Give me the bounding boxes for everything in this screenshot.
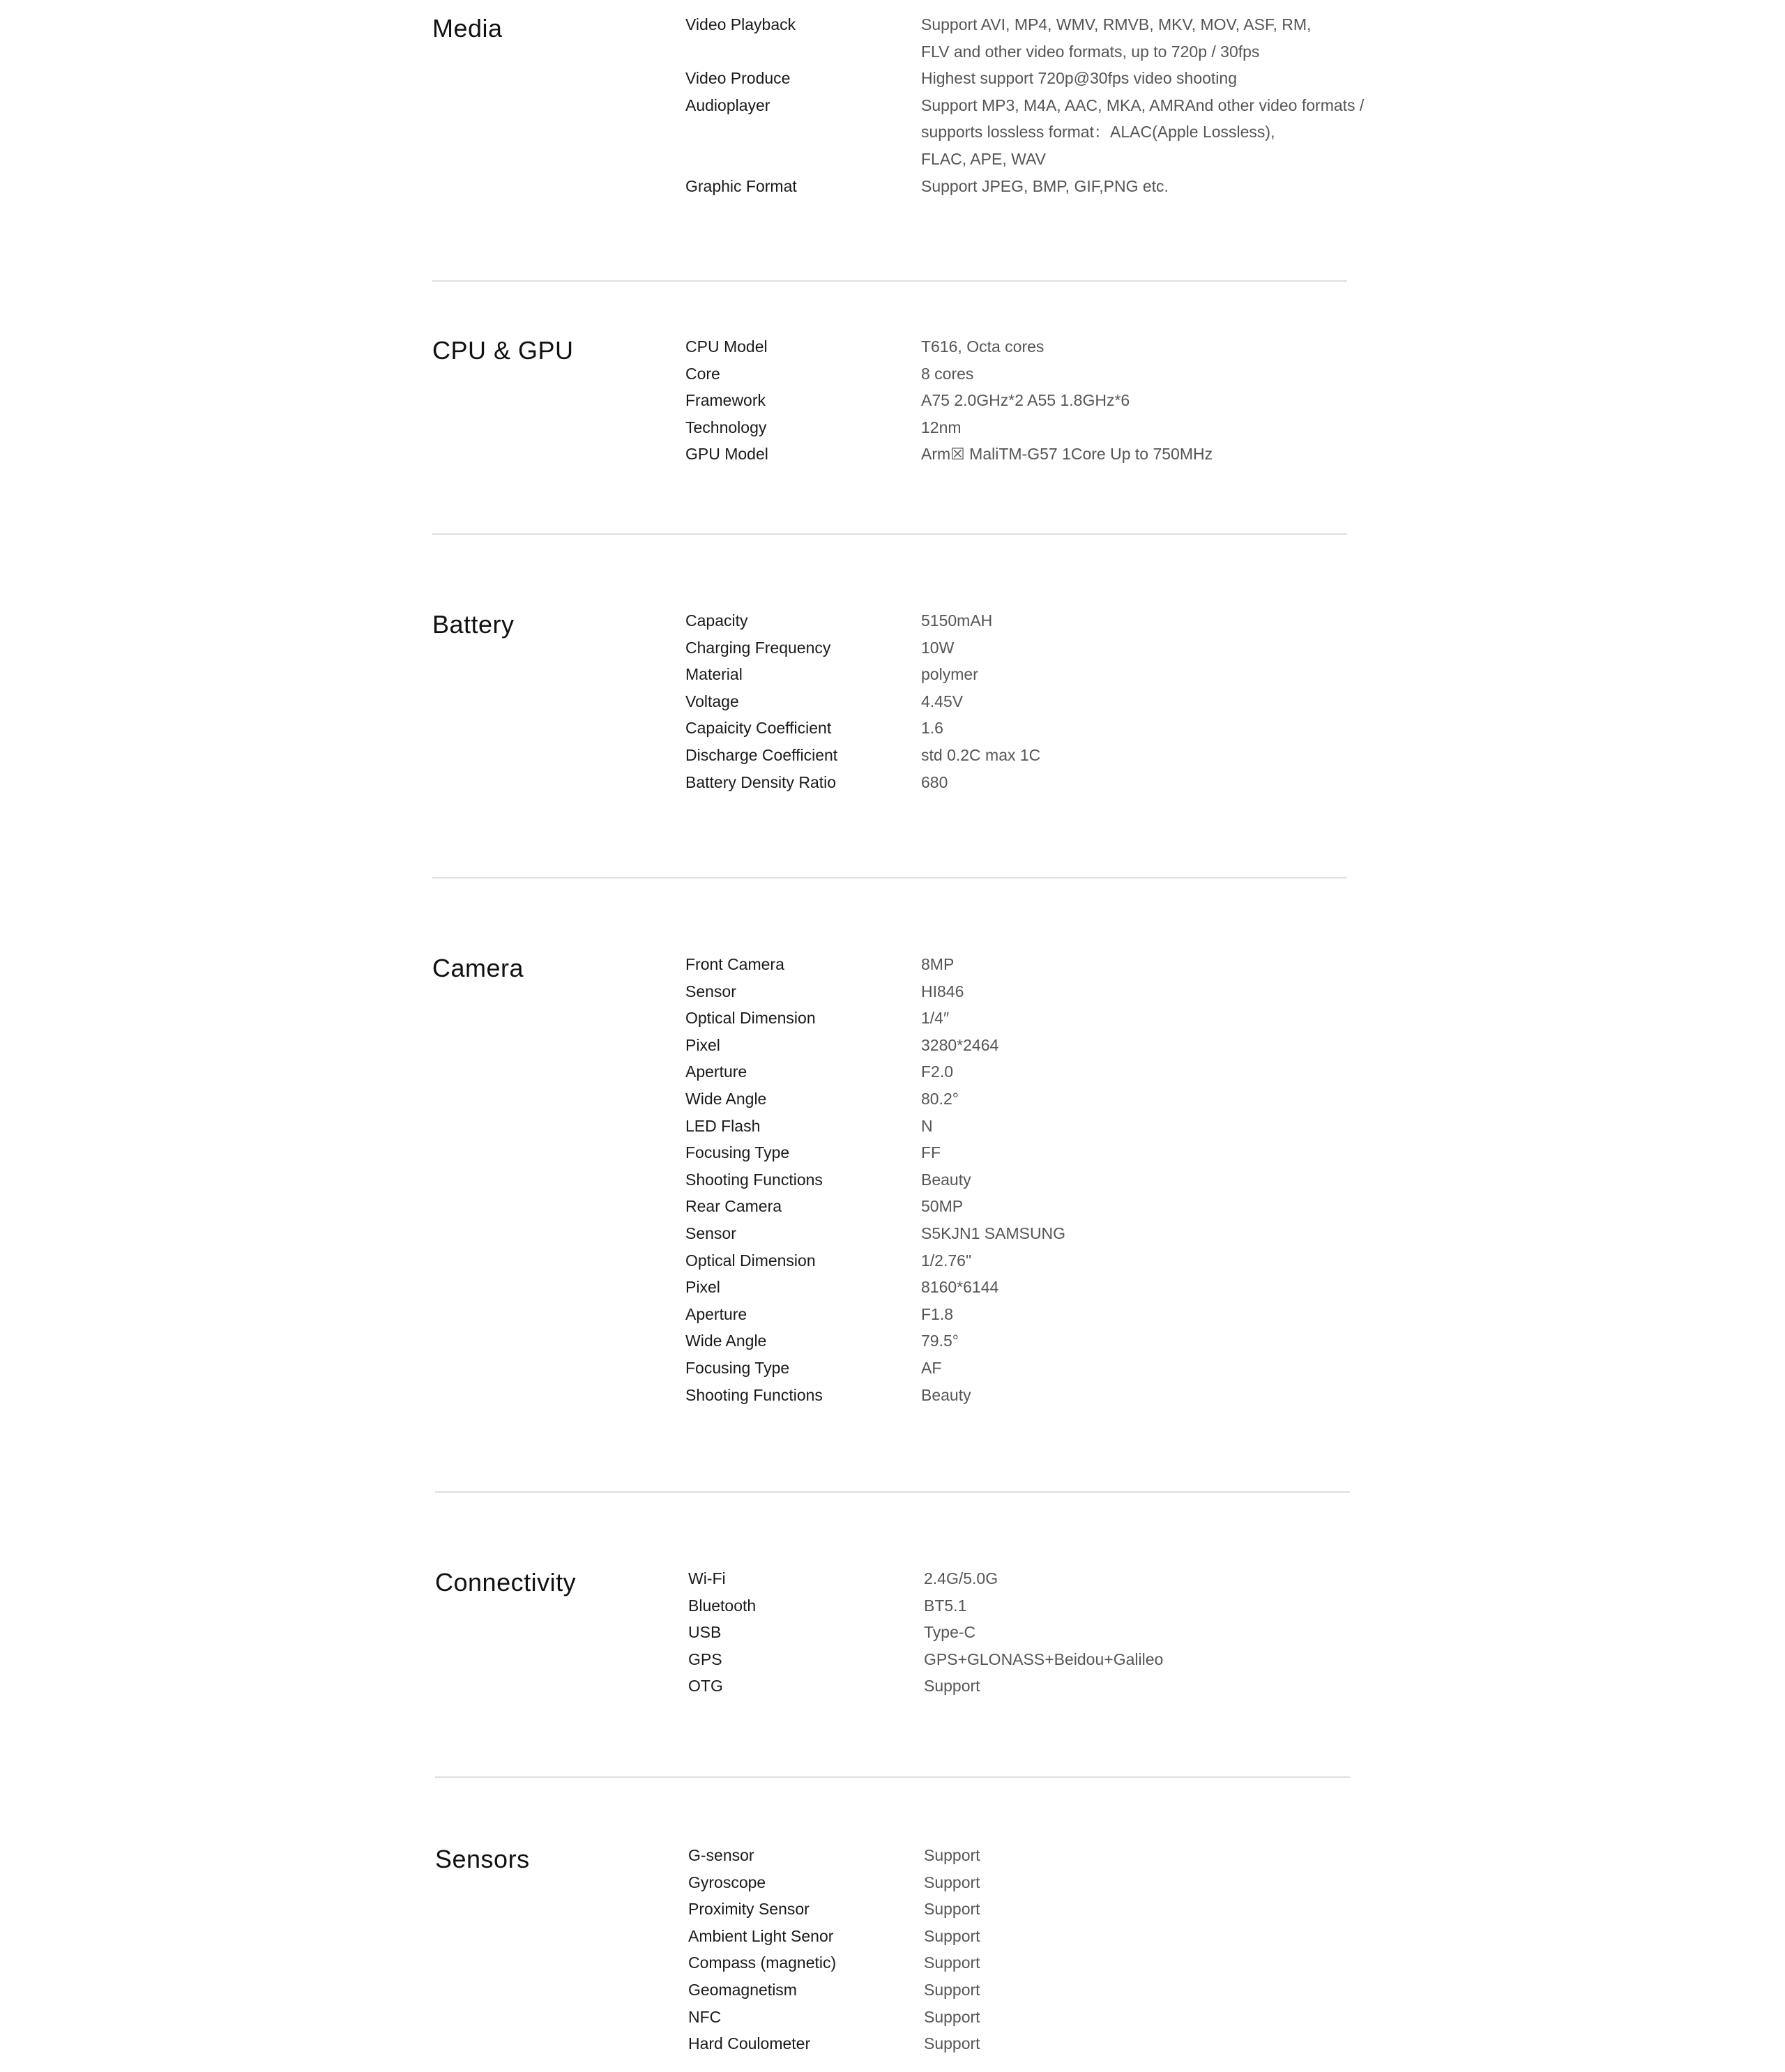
spec-value-line: Support	[924, 2007, 980, 2026]
spec-row	[685, 1301, 1411, 1328]
spec-value-line: 2.4G/5.0G	[924, 1569, 998, 1587]
spec-row	[685, 387, 1411, 414]
spec-value-line: 1/4″	[921, 1009, 950, 1028]
spec-row	[685, 1247, 1411, 1274]
spec-label: Proximity Sensor	[688, 1900, 810, 1919]
spec-label: Aperture	[685, 1062, 747, 1081]
spec-label: Video Playback	[685, 15, 796, 33]
spec-value	[921, 1247, 1411, 1274]
spec-value	[924, 1923, 1413, 1950]
spec-value-line: HI846	[921, 982, 964, 1000]
spec-list	[685, 951, 1411, 1408]
spec-row	[685, 441, 1411, 468]
spec-label: GPU Model	[685, 445, 768, 464]
spec-value-line: 3280*2464	[921, 1035, 999, 1054]
spec-label: Wide Angle	[685, 1332, 767, 1350]
spec-value	[921, 1113, 1411, 1140]
spec-label: Geomagnetism	[688, 1980, 797, 1999]
spec-row	[685, 715, 1411, 742]
spec-value	[921, 1301, 1411, 1328]
spec-value-line: F2.0	[921, 1062, 954, 1081]
spec-row	[688, 1869, 1413, 1896]
spec-value	[924, 1646, 1413, 1673]
spec-label: Charging Frequency	[685, 638, 831, 657]
spec-row	[688, 1976, 1413, 2004]
spec-value-line: Support AVI, MP4, WMV, RMVB, MKV, MOV, ASF, RM,	[921, 15, 1312, 33]
spec-row	[688, 2030, 1413, 2057]
spec-label: Voltage	[685, 692, 739, 710]
spec-value	[921, 1327, 1411, 1355]
spec-label: Capaicity Coefficient	[685, 719, 832, 738]
spec-value	[921, 1139, 1411, 1166]
spec-value-line: 12nm	[921, 418, 962, 436]
spec-value	[921, 1382, 1411, 1409]
spec-value-line: 1/2.76"	[921, 1251, 972, 1270]
spec-value-line: 5150mAH	[921, 611, 993, 630]
spec-label: Technology	[685, 418, 767, 436]
spec-value-line: Support	[924, 1873, 980, 1891]
spec-label: NFC	[688, 2007, 722, 2026]
spec-value-line: 50MP	[921, 1197, 964, 1216]
spec-label: Wide Angle	[685, 1089, 767, 1108]
spec-value-line: polymer	[921, 665, 978, 684]
spec-row	[688, 1923, 1413, 1950]
spec-row	[685, 1005, 1411, 1032]
spec-value-line: 4.45V	[921, 692, 964, 710]
spec-row	[685, 1327, 1411, 1355]
spec-row	[685, 92, 1411, 173]
spec-value-line: BT5.1	[924, 1596, 967, 1615]
spec-value	[924, 1896, 1413, 1923]
spec-value	[921, 11, 1411, 65]
spec-value-line: 10W	[921, 638, 955, 657]
spec-list	[685, 11, 1411, 199]
spec-label: Compass (magnetic)	[688, 1953, 837, 1972]
spec-value-line: Beauty	[921, 1170, 971, 1189]
spec-label: Hard Coulometer	[688, 2034, 811, 2053]
spec-label: Optical Dimension	[685, 1009, 816, 1028]
spec-value	[921, 414, 1411, 441]
spec-value	[921, 1005, 1411, 1032]
spec-value-line: 8MP	[921, 955, 955, 973]
spec-label: Front Camera	[685, 955, 784, 973]
spec-value-line: Support	[924, 2034, 980, 2053]
spec-list	[685, 607, 1411, 795]
spec-value-line: S5KJN1 SAMSUNG	[921, 1224, 1066, 1242]
spec-value-line: std 0.2C max 1C	[921, 745, 1041, 764]
section-title: Camera	[432, 954, 524, 982]
section-title: CPU & GPU	[432, 336, 574, 365]
spec-label: Gyroscope	[688, 1873, 766, 1891]
spec-label: Optical Dimension	[685, 1251, 816, 1270]
spec-label: Pixel	[685, 1278, 720, 1297]
spec-row	[685, 978, 1411, 1005]
spec-value-line: GPS+GLONASS+Beidou+Galileo	[924, 1650, 1164, 1668]
spec-label: Ambient Light Senor	[688, 1926, 834, 1945]
spec-label: LED Flash	[685, 1116, 761, 1135]
spec-value	[921, 1220, 1411, 1247]
spec-value-line: Type-C	[924, 1623, 976, 1642]
spec-value	[921, 65, 1411, 92]
spec-label: Pixel	[685, 1035, 720, 1054]
spec-row	[685, 1085, 1411, 1113]
spec-value	[921, 173, 1411, 200]
spec-value	[921, 607, 1411, 634]
spec-label: Discharge Coefficient	[685, 745, 838, 764]
spec-value	[921, 1166, 1411, 1194]
spec-row	[688, 1842, 1413, 1869]
spec-row	[685, 360, 1411, 388]
spec-value	[924, 2004, 1413, 2031]
spec-value	[921, 951, 1411, 978]
spec-row	[685, 65, 1411, 92]
spec-value-line: Support	[924, 1846, 980, 1864]
section-title: Sensors	[435, 1845, 530, 1873]
spec-value-line: supports lossless format：ALAC(Apple Lossless),	[921, 123, 1275, 142]
spec-row	[685, 1139, 1411, 1166]
spec-row	[685, 11, 1411, 65]
spec-row	[688, 1619, 1413, 1646]
spec-value-line: Support MP3, M4A, AAC, MKA, AMRAnd other video formats /	[921, 96, 1365, 114]
spec-value-line: FF	[921, 1143, 941, 1162]
spec-value	[921, 1085, 1411, 1113]
spec-value	[921, 1058, 1411, 1085]
spec-row	[685, 173, 1411, 200]
spec-label: Capacity	[685, 611, 748, 630]
spec-value-line: Highest support 720p@30fps video shooting	[921, 69, 1237, 88]
spec-value	[921, 360, 1411, 388]
spec-value-line: Beauty	[921, 1385, 971, 1404]
section-divider	[432, 877, 1347, 878]
spec-label: Wi-Fi	[688, 1569, 726, 1587]
spec-row	[685, 661, 1411, 688]
section-divider	[435, 1491, 1350, 1493]
spec-label: Material	[685, 665, 743, 684]
spec-value	[921, 387, 1411, 414]
spec-label: Core	[685, 364, 720, 383]
spec-row	[685, 1274, 1411, 1301]
spec-row	[688, 1896, 1413, 1923]
spec-row	[688, 1646, 1413, 1673]
section-title: Battery	[432, 610, 515, 639]
spec-row	[688, 1673, 1413, 1700]
spec-list	[688, 1842, 1413, 2057]
section-divider	[435, 1776, 1350, 1778]
spec-value	[924, 1592, 1413, 1620]
spec-row	[688, 1949, 1413, 1976]
spec-row	[685, 1113, 1411, 1140]
spec-value-line: 680	[921, 772, 948, 791]
spec-value	[924, 1842, 1413, 1869]
spec-label: GPS	[688, 1650, 722, 1668]
spec-label: Shooting Functions	[685, 1385, 823, 1404]
spec-value-line: FLAC, APE, WAV	[921, 149, 1046, 168]
spec-value	[924, 1976, 1413, 2004]
spec-value-line: Arm☒ MaliTM-G57 1Core Up to 750MHz	[921, 445, 1213, 464]
spec-value	[924, 1673, 1413, 1700]
spec-row	[685, 742, 1411, 769]
spec-row	[685, 951, 1411, 978]
spec-value-line: 80.2°	[921, 1089, 959, 1108]
spec-value-line: 79.5°	[921, 1332, 959, 1350]
spec-label: Shooting Functions	[685, 1170, 823, 1189]
spec-value-line: 8160*6144	[921, 1278, 999, 1297]
spec-row	[685, 1382, 1411, 1409]
spec-value	[921, 978, 1411, 1005]
spec-row	[685, 1058, 1411, 1085]
spec-label: Sensor	[685, 982, 736, 1000]
spec-value	[924, 2030, 1413, 2057]
spec-label: Audioplayer	[685, 96, 770, 114]
spec-value	[924, 1869, 1413, 1896]
spec-value-line: 1.6	[921, 719, 943, 738]
section-divider	[432, 533, 1347, 535]
spec-row	[685, 688, 1411, 715]
spec-value-line: 8 cores	[921, 364, 974, 383]
spec-value-line: Support	[924, 1953, 980, 1972]
spec-value	[921, 634, 1411, 662]
spec-row	[685, 1220, 1411, 1247]
spec-label: G-sensor	[688, 1846, 754, 1864]
spec-value-line: A75 2.0GHz*2 A55 1.8GHz*6	[921, 391, 1130, 410]
spec-value	[921, 92, 1411, 173]
spec-label: Video Produce	[685, 69, 791, 88]
spec-value-line: AF	[921, 1358, 942, 1377]
spec-row	[685, 1032, 1411, 1059]
section-title: Connectivity	[435, 1568, 577, 1597]
spec-value	[924, 1565, 1413, 1592]
spec-value	[921, 1274, 1411, 1301]
spec-value	[921, 1355, 1411, 1382]
spec-row	[685, 414, 1411, 441]
spec-label: CPU Model	[685, 337, 768, 356]
spec-label: Rear Camera	[685, 1197, 782, 1216]
spec-value	[921, 715, 1411, 742]
spec-value-line: Support JPEG, BMP, GIF,PNG etc.	[921, 176, 1169, 195]
spec-label: Bluetooth	[688, 1596, 757, 1615]
spec-row	[688, 2004, 1413, 2031]
spec-value	[921, 441, 1411, 468]
spec-value-line: Support	[924, 1677, 980, 1696]
section-title: Media	[432, 14, 503, 43]
spec-label: Sensor	[685, 1224, 736, 1242]
spec-value-line: Support	[924, 1980, 980, 1999]
spec-value	[921, 1193, 1411, 1220]
spec-value-line: Support	[924, 1926, 980, 1945]
spec-label: Aperture	[685, 1304, 747, 1323]
spec-value-line: FLV and other video formats, up to 720p / 30fps	[921, 42, 1260, 61]
spec-row	[685, 607, 1411, 634]
spec-value	[921, 742, 1411, 769]
spec-label: Focusing Type	[685, 1358, 790, 1377]
spec-row	[688, 1565, 1413, 1592]
spec-row	[685, 634, 1411, 662]
spec-list	[685, 333, 1411, 468]
spec-value-line: Support	[924, 1900, 980, 1919]
spec-row	[685, 333, 1411, 360]
spec-list	[688, 1565, 1413, 1700]
spec-value	[921, 661, 1411, 688]
spec-value-line: N	[921, 1116, 933, 1135]
spec-label: USB	[688, 1623, 722, 1642]
spec-value	[921, 333, 1411, 360]
spec-value	[921, 769, 1411, 796]
spec-row	[685, 1355, 1411, 1382]
spec-value	[921, 688, 1411, 715]
section-divider	[432, 280, 1347, 282]
spec-value	[924, 1949, 1413, 1976]
spec-row	[688, 1592, 1413, 1620]
spec-value	[921, 1032, 1411, 1059]
spec-value-line: T616, Octa cores	[921, 337, 1045, 356]
spec-label: Battery Density Ratio	[685, 772, 837, 791]
spec-value	[924, 1619, 1413, 1646]
spec-label: Framework	[685, 391, 766, 410]
spec-value-line: F1.8	[921, 1304, 954, 1323]
spec-label: Focusing Type	[685, 1143, 790, 1162]
spec-row	[685, 769, 1411, 796]
spec-row	[685, 1193, 1411, 1220]
spec-label: OTG	[688, 1677, 723, 1696]
spec-label: Graphic Format	[685, 176, 797, 195]
spec-row	[685, 1166, 1411, 1194]
